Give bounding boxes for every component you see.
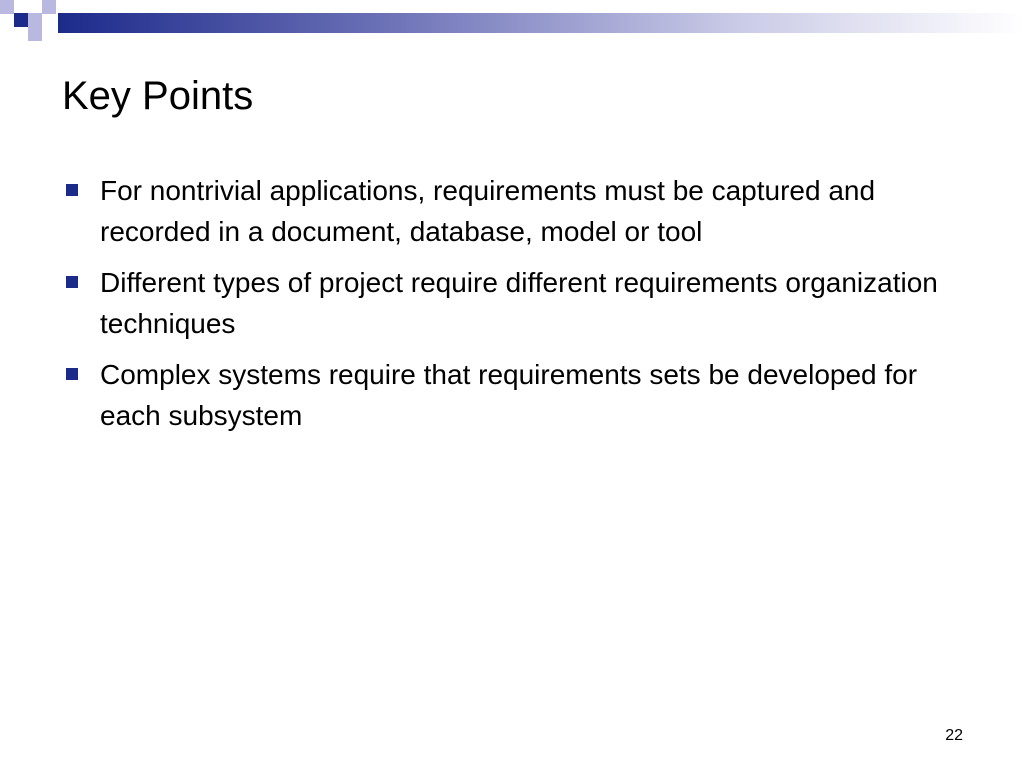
header-decoration [0, 0, 1024, 48]
decorative-squares-banner [0, 0, 1024, 48]
square-3 [42, 0, 56, 14]
square-1 [14, 13, 28, 27]
slide-title: Key Points [62, 74, 254, 118]
square-4 [28, 27, 42, 41]
square-bullet-icon [66, 368, 78, 380]
bullet-text: For nontrivial applications, requirements must be captured and recorded in a document, database, model or tool [100, 175, 876, 247]
bullet-item [62, 262, 962, 344]
bullet-item [62, 354, 962, 436]
bullet-text: Complex systems require that requirements sets be developed for each subsystem [100, 359, 918, 431]
bullet-list [62, 170, 962, 446]
bullet-text: Different types of project require different requirements organization techniques [100, 267, 938, 339]
gradient-band [58, 13, 1024, 33]
square-5 [0, 0, 14, 14]
square-bullet-icon [66, 184, 78, 196]
bullet-item [62, 170, 962, 252]
square-2 [28, 13, 42, 27]
square-bullet-icon [66, 276, 78, 288]
page-number: 22 [945, 727, 963, 744]
